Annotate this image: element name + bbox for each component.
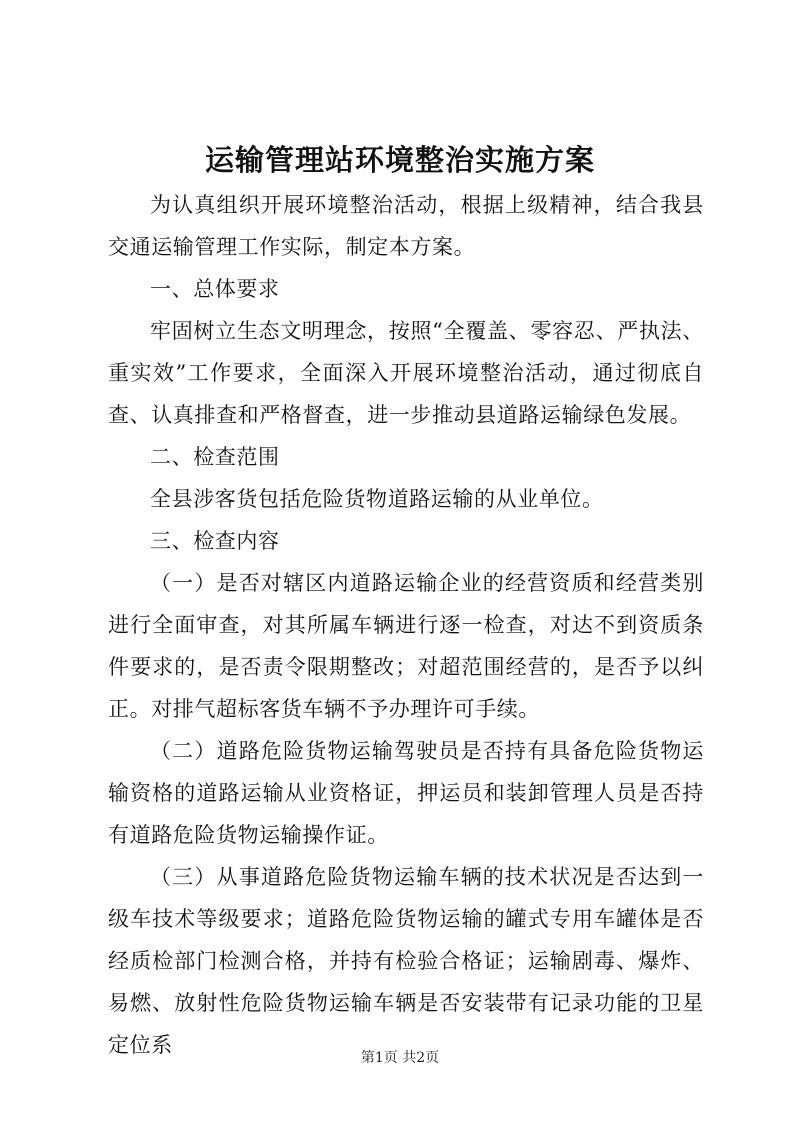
section-heading-inspection-scope: 二、检查范围 [150,445,280,469]
document-body [108,184,704,1066]
section-heading-inspection-content: 三、检查内容 [150,529,280,553]
paragraph-inspection-item-2: （二）道路危险货物运输驾驶员是否持有具备危险货物运输资格的道路运输从业资格证，押运员和装卸管理人员是否持有道路危险货物运输操作证。 [108,739,704,847]
page-footer: 第1页 共2页 [360,1050,440,1066]
paragraph-intro: 为认真组织开展环境整治活动，根据上级精神，结合我县交通运输管理工作实际，制定本方案。 [108,193,704,259]
paragraph-inspection-item-1: （一）是否对辖区内道路运输企业的经营资质和经营类别进行全面审查，对其所属车辆进行逐一检查，对达不到资质条件要求的，是否责令限期整改；对超范围经营的，是否予以纠正。对排气超标客货车辆不予办理许可手续。 [108,571,704,721]
paragraph-inspection-scope: 全县涉客货包括危险货物道路运输的从业单位。 [150,487,604,511]
paragraph-inspection-item-3: （三）从事道路危险货物运输车辆的技术状况是否达到一级车技术等级要求；道路危险货物运输的罐式专用车罐体是否经质检部门检测合格，并持有检验合格证；运输剧毒、爆炸、易燃、放射性危险货物运输车辆是否安装带有记录功能的卫星定位系 [108,865,704,1057]
document-title: 运输管理站环境整治实施方案 [204,143,595,177]
section-heading-general-requirements: 一、总体要求 [150,277,280,301]
paragraph-general-requirements: 牢固树立生态文明理念，按照“全覆盖、零容忍、严执法、重实效”工作要求，全面深入开展环境整治活动，通过彻底自查、认真排查和严格督查，进一步推动县道路运输绿色发展。 [108,319,704,427]
